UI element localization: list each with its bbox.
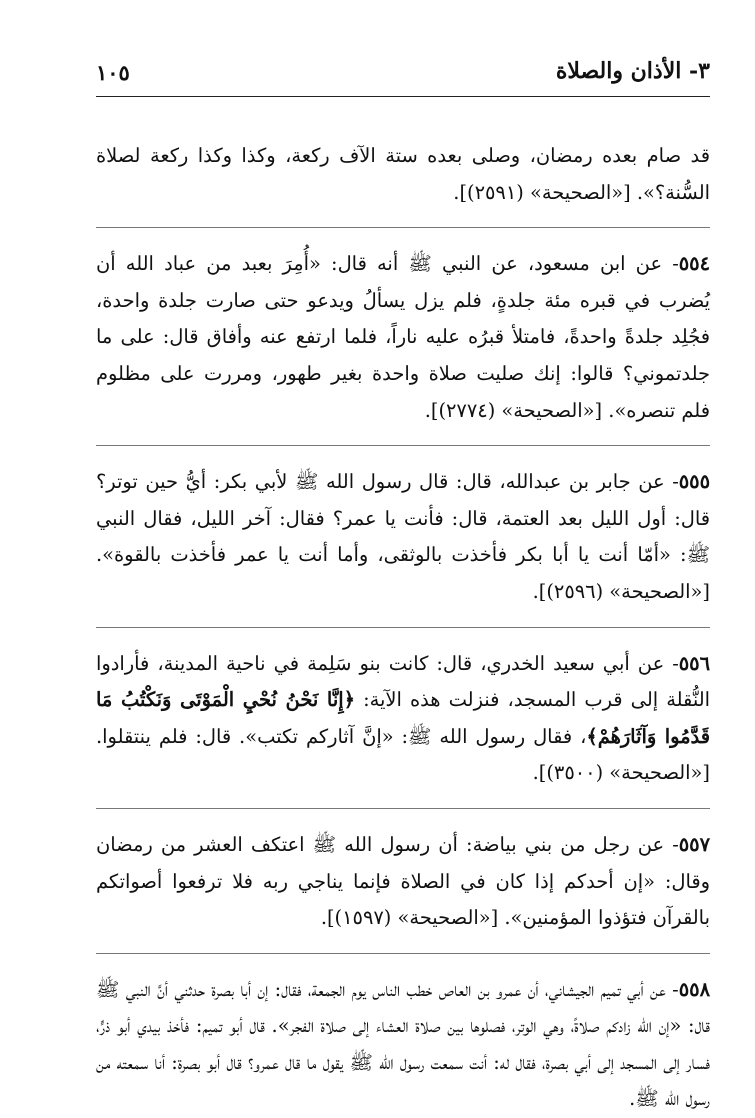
- continuation-text: قد صام بعده رمضان، وصلى بعده ستة الآف ركعة، وكذا وكذا ركعة لصلاة السُّنة؟». [«الصحيحة» (٢٥٩١)].: [96, 144, 710, 204]
- page-number: ١٠٥: [96, 60, 130, 85]
- hadith-556: [96, 627, 710, 792]
- hadith-text: - عن ابن مسعود، عن النبي ﷺ أنه قال: «أُمِرَ بعبد من عباد الله أن يُضرب في قبره مئة جلدةٍ، فلم يزل يسألُ ويدعو حتى صارت جلدة واحدة، فجُلِد جلدةً واحدةً، فامتلأ قبرُه عليه ناراً، فلما ارتفع عنه وأفاق قال: على ما جلدتموني؟ قالوا: إنك صليت صلاة واحدة بغير طهور، ومررت على مظلوم فلم تنصره».: [96, 252, 710, 422]
- hadith-number: ٥٥٤: [678, 252, 710, 276]
- hadith-558: [96, 953, 710, 1118]
- continuation-paragraph: [96, 138, 710, 211]
- hadith-source: [«الصحيحة» (٢٧٧٤)].: [424, 398, 603, 422]
- hadith-number: ٥٥٥: [678, 470, 710, 494]
- hadith-text: - عن أبي تميم الجيشاني، أن عمرو بن العاص خطب الناس يوم الجمعة، فقال: إن أبا بصرة حدثني أنَّ النبي ﷺ قال: «إن الله زادكم صلاةً، وهي الوتر، فصلوها بين صلاة العشاء إلى صلاة الفجر». قال أبو تميم: فأخذ بيدي أبو ذرٍّ، فسار إلى المسجد إلى أبي بصرة، فقال له: أنت سمعت رسول الله ﷺ يقول ما قال عمرو؟ قال أبو بصرة: أنا سمعته من رسول الله ﷺ.: [96, 977, 710, 1111]
- chapter-title: ٣- الأذان والصلاة: [555, 58, 710, 84]
- hadith-557: [96, 808, 710, 937]
- page-body: [96, 138, 710, 1118]
- hadith-text: - عن جابر بن عبدالله، قال: قال رسول الله ﷺ لأبي بكر: أيُّ حين توتر؟ قال: أول الليل بعد العتمة، قال: فأنت يا عمر؟ فقال: آخر الليل، فقال النبي ﷺ: «أمّا أنت يا أبا بكر فأخذت بالوثقى، وأما أنت يا عمر فأخذت بالقوة».: [96, 470, 710, 567]
- hadith-number: ٥٥٨: [678, 977, 710, 1001]
- hadith-text-continued: ، فقال رسول الله ﷺ: «إنَّ آثاركم تكتب». قال: فلم ينتقلوا.: [96, 724, 587, 748]
- hadith-text: - عن أبي سعيد الخدري، قال: كانت بنو سَلِمة في ناحية المدينة، فأرادوا النُّقلة إلى قرب المسجد، فنزلت هذه الآية:: [96, 651, 711, 712]
- hadith-source: [«الصحيحة» (٣٥٠٠)].: [532, 761, 710, 785]
- hadith-source: [«الصحيحة» (١٥٩٧)].: [320, 906, 499, 930]
- page-header: [96, 58, 710, 97]
- hadith-555: [96, 445, 710, 610]
- hadith-554: [96, 227, 710, 429]
- hadith-source: [«الصحيحة» (٢٥٩٦)].: [532, 579, 710, 603]
- hadith-number: ٥٥٦: [678, 651, 710, 675]
- hadith-number: ٥٥٧: [678, 832, 710, 856]
- quran-verse: ﴿إِنَّا نَحْنُ نُحْيِ الْمَوْتَى وَنَكْتُبُ مَا قَدَّمُوا وَآثَارَهُمْ﴾: [96, 688, 710, 748]
- hadith-text: - عن رجل من بني بياضة: أن رسول الله ﷺ اعتكف العشر من رمضان وقال: «إن أحدكم إذا كان في الصلاة فإنما يناجي ربه فلا ترفعوا أصواتكم بالقرآن فتؤذوا المؤمنين».: [96, 832, 710, 930]
